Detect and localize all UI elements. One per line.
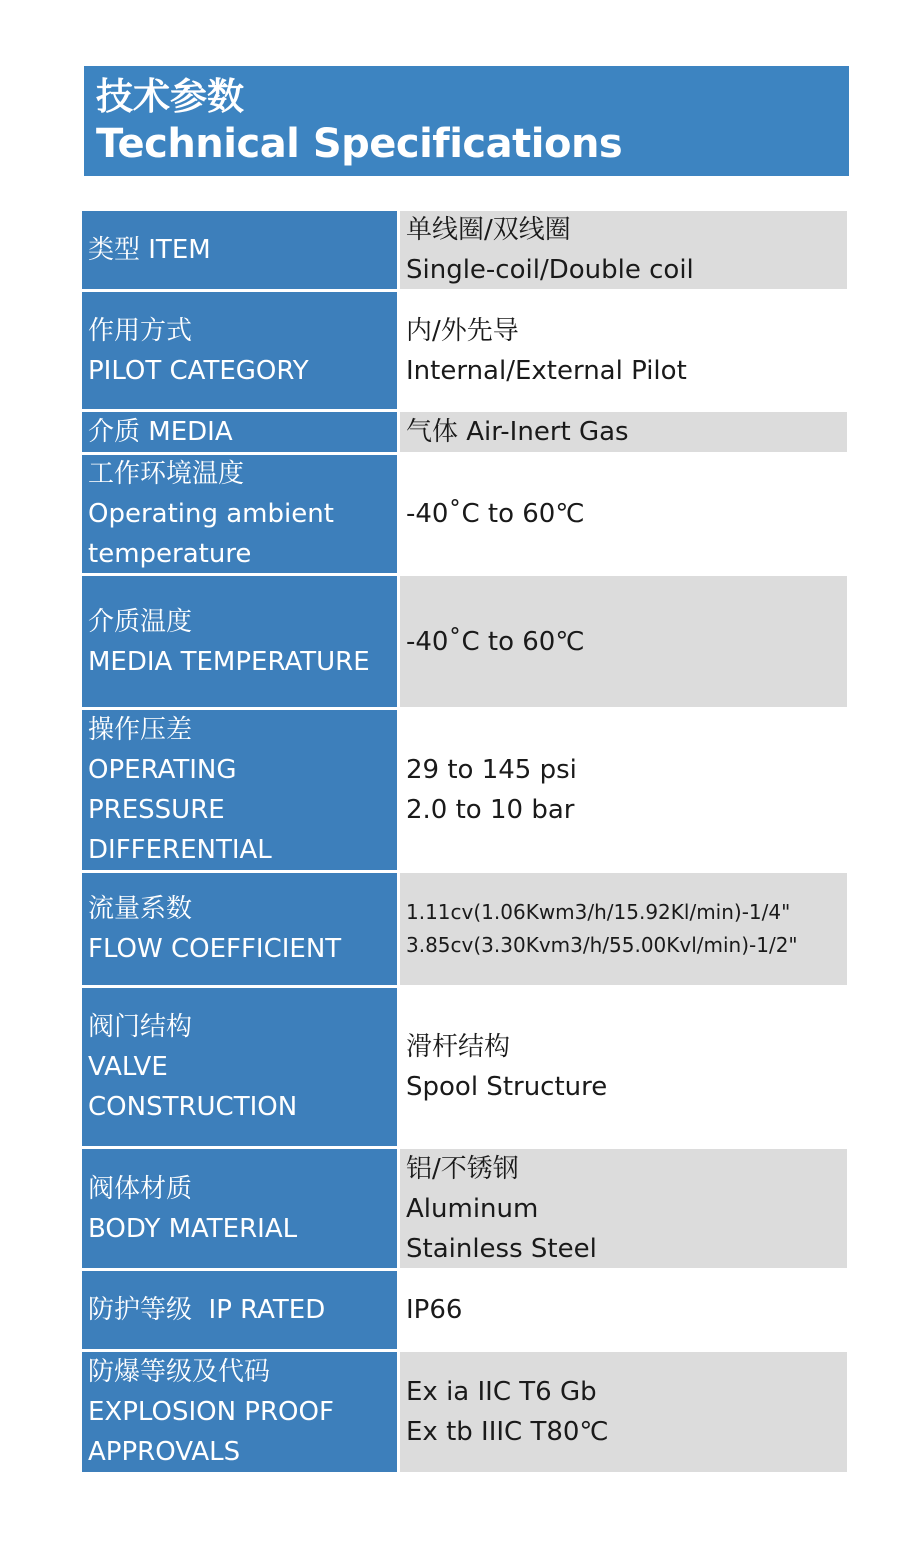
- spec-row-ambient-temperature: [82, 455, 847, 573]
- label-line: EXPLOSION PROOF: [88, 1397, 334, 1427]
- title-chinese: 技术参数: [96, 75, 244, 118]
- value-line: Spool Structure: [406, 1072, 608, 1102]
- label-line: 作用方式: [88, 315, 193, 346]
- spec-row-item: [82, 211, 847, 289]
- label-line: APPROVALS: [88, 1437, 241, 1467]
- row-label: [82, 988, 397, 1146]
- value-line: Ex tb IIIC T80℃: [406, 1417, 609, 1447]
- value-line: Single-coil/Double coil: [406, 255, 694, 285]
- label-line: VALVE: [88, 1052, 168, 1082]
- spec-row-body-material: [82, 1149, 847, 1268]
- title-english: Technical Specifications: [96, 121, 623, 167]
- value-line: 1.11cv(1.06Kwm3/h/15.92Kl/min)-1/4": [406, 900, 791, 924]
- row-label: [82, 211, 397, 289]
- row-value: [400, 710, 847, 870]
- label-line: MEDIA TEMPERATURE: [88, 646, 370, 677]
- spec-row-pilot-category: [82, 292, 847, 409]
- row-label: [82, 710, 397, 870]
- row-value: [400, 576, 847, 707]
- row-label: [82, 412, 397, 452]
- value-line: 滑杆结构: [406, 1032, 511, 1062]
- value-line: Aluminum: [406, 1193, 539, 1224]
- label-line: 工作环境温度: [88, 459, 245, 489]
- row-label: [82, 455, 397, 573]
- value-line: Stainless Steel: [406, 1233, 597, 1264]
- spec-row-ip-rated: [82, 1271, 847, 1349]
- row-label: [82, 1271, 397, 1349]
- row-value: [400, 292, 847, 409]
- value-line: 内/外先导: [406, 315, 519, 346]
- row-value: [400, 412, 847, 452]
- spec-row-valve-construction: [82, 988, 847, 1146]
- value-line: 3.85cv(3.30Kvm3/h/55.00Kvl/min)-1/2": [406, 933, 798, 957]
- label-line: 防护等级 IP RATED: [88, 1295, 326, 1325]
- row-label: [82, 1352, 397, 1472]
- label-line: 操作压差: [88, 715, 193, 745]
- label-line: OPERATING: [88, 755, 237, 785]
- label-line: PILOT CATEGORY: [88, 355, 309, 386]
- spec-row-operating-pressure: [82, 710, 847, 870]
- row-value: [400, 455, 847, 573]
- label-line: BODY MATERIAL: [88, 1213, 298, 1244]
- label-line: 流量系数: [88, 894, 193, 924]
- spec-row-flow-coefficient: [82, 873, 847, 985]
- value-line: 铝/不锈钢: [406, 1153, 519, 1184]
- row-value: [400, 1271, 847, 1349]
- label-line: 介质 MEDIA: [88, 417, 233, 447]
- row-value: [400, 211, 847, 289]
- spec-row-media-temperature: [82, 576, 847, 707]
- label-line: Operating ambient: [88, 499, 334, 529]
- value-line: Ex ia IIC T6 Gb: [406, 1377, 597, 1407]
- label-line: 介质温度: [88, 606, 193, 637]
- label-line: FLOW COEFFICIENT: [88, 934, 342, 964]
- row-label: [82, 873, 397, 985]
- label-line: 防爆等级及代码: [88, 1357, 271, 1387]
- label-line: 类型 ITEM: [88, 235, 211, 265]
- label-line: temperature: [88, 539, 252, 569]
- row-value: [400, 1352, 847, 1472]
- row-label: [82, 576, 397, 707]
- label-line: 阀门结构: [88, 1012, 193, 1042]
- value-line: 气体 Air-Inert Gas: [406, 417, 629, 447]
- value-line: 2.0 to 10 bar: [406, 795, 575, 825]
- label-line: DIFFERENTIAL: [88, 835, 272, 865]
- value-line: -40˚C to 60℃: [406, 499, 585, 529]
- spec-row-media: [82, 412, 847, 452]
- value-line: Internal/External Pilot: [406, 355, 687, 386]
- row-label: [82, 292, 397, 409]
- value-line: -40˚C to 60℃: [406, 626, 585, 657]
- row-value: [400, 1149, 847, 1268]
- spec-table: [82, 211, 847, 1475]
- label-line: 阀体材质: [88, 1173, 193, 1204]
- value-line: 29 to 145 psi: [406, 755, 577, 785]
- spec-row-explosion-proof: [82, 1352, 847, 1472]
- spec-header: [84, 66, 849, 176]
- row-value: [400, 873, 847, 985]
- value-line: 单线圈/双线圈: [406, 215, 571, 245]
- row-value: [400, 988, 847, 1146]
- value-line: IP66: [406, 1295, 463, 1325]
- row-label: [82, 1149, 397, 1268]
- label-line: PRESSURE: [88, 795, 225, 825]
- label-line: CONSTRUCTION: [88, 1092, 298, 1122]
